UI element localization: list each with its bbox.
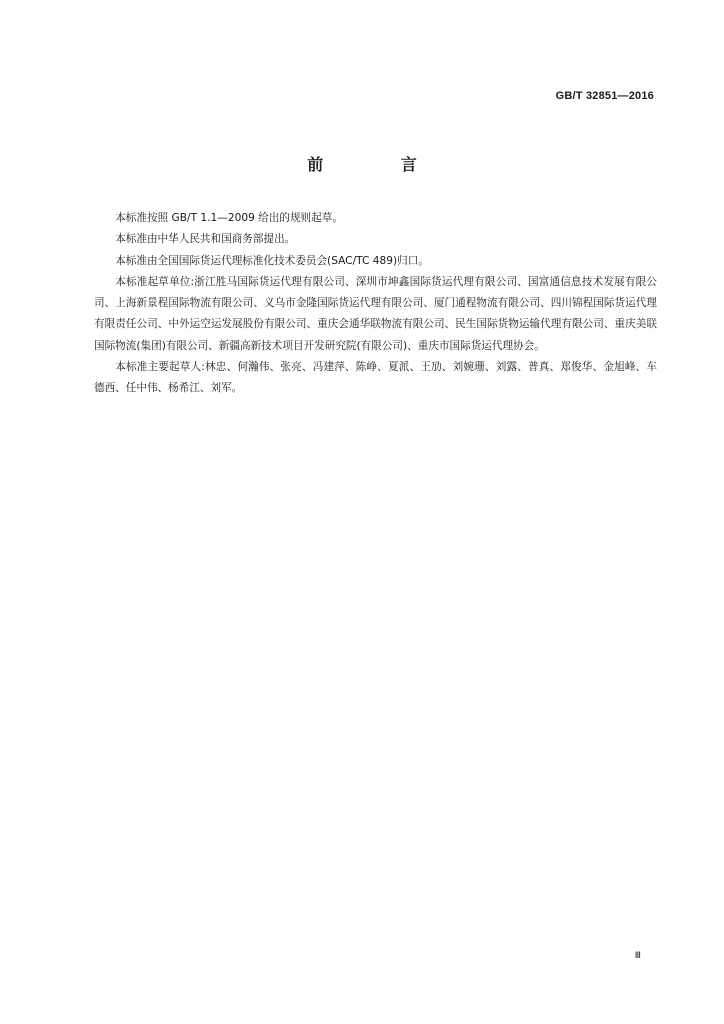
paragraph-drafters: 本标准主要起草人:林忠、何瀚伟、张亮、冯建萍、陈峥、夏派、王劢、刘婉珊、刘露、普真、郑俊华、金旭峰、车德西、任中伟、杨希江、刘军。 <box>94 361 657 395</box>
page-number: Ⅲ <box>634 950 641 960</box>
page-title: 前 言 <box>307 155 453 174</box>
document-body <box>94 208 657 400</box>
paragraph-proposer: 本标准由中华人民共和国商务部提出。 <box>115 233 296 246</box>
paragraph-drafting-rules: 本标准按照 GB/T 1.1—2009 给出的规则起草。 <box>115 212 343 224</box>
paragraph-committee: 本标准由全国国际货运代理标准化技术委员会(SAC/TC 489)归口。 <box>115 254 429 267</box>
paragraph-drafting-units: 本标准起草单位:浙江胜马国际货运代理有限公司、深圳市坤鑫国际货运代理有限公司、国富通信息技术发展有限公司、上海新景程国际物流有限公司、义乌市金隆国际货运代理有限公司、厦门通程物流有限公司、四川锦程国际货运代理有限责任公司、中外运空运发展股份有限公司、重庆会通华联物流有限公司、民生国际货物运输代理有限公司、重庆美联国际物流(集团)有限公司、新疆高新技术项目开发研究院(有限公司)、重庆市国际货运代理协会。 <box>94 275 657 352</box>
standard-code: GB/T 32851—2016 <box>555 90 654 102</box>
